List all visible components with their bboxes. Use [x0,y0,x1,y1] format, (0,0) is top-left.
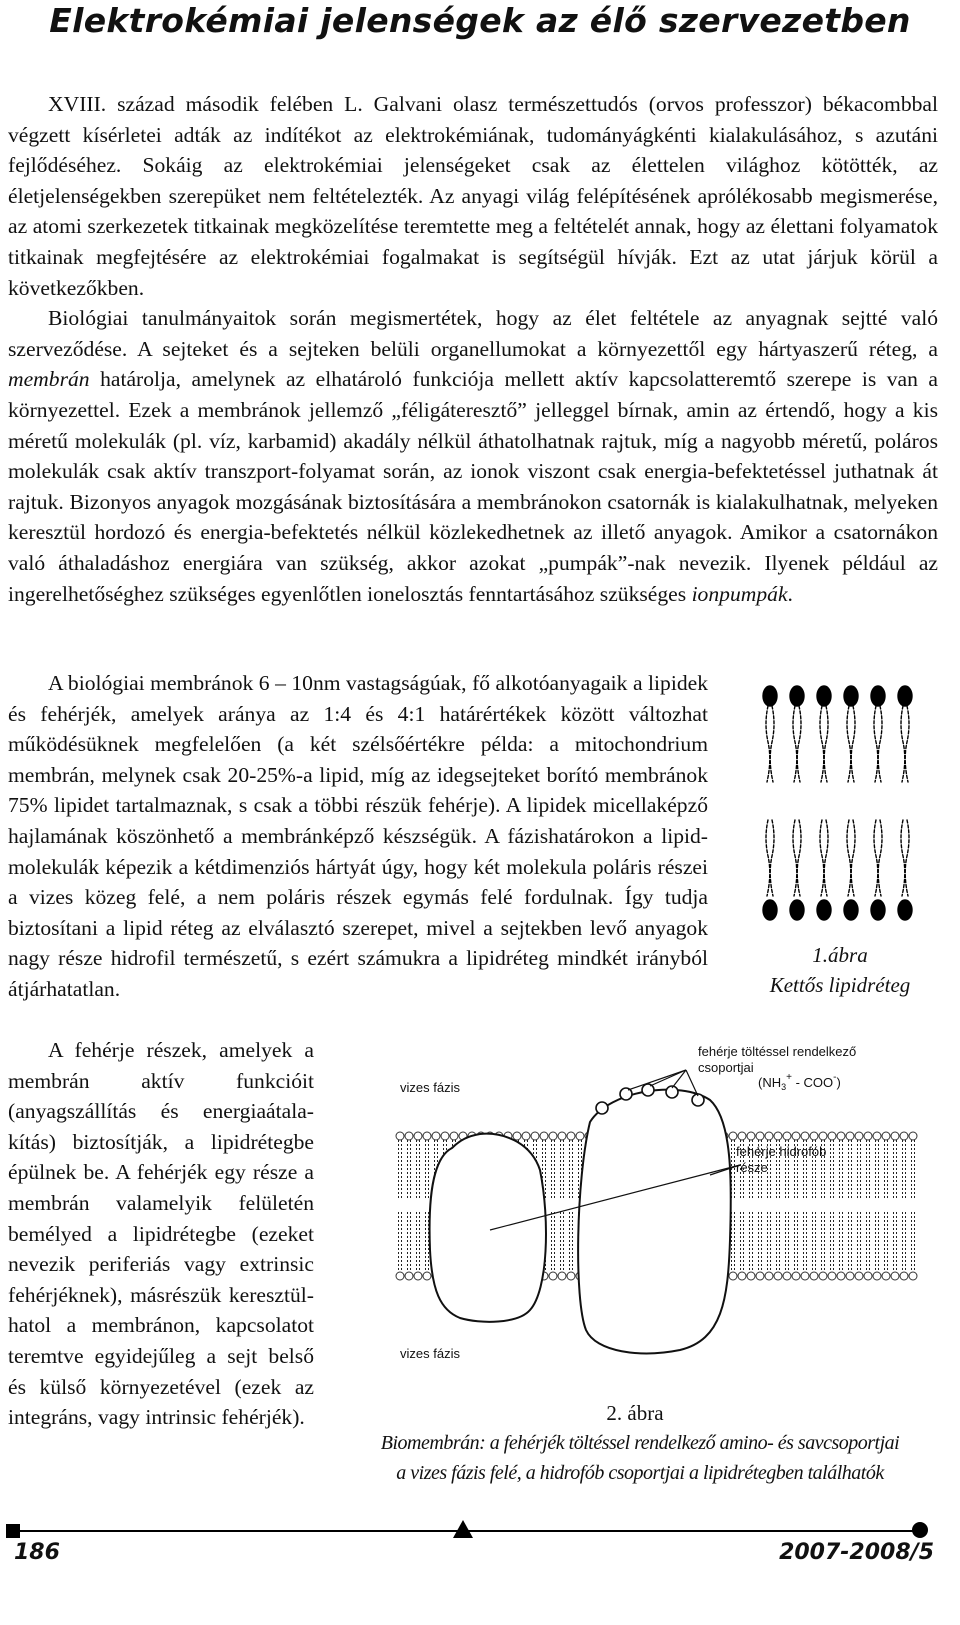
footer-dot-marker [912,1522,928,1538]
membrane-lipid-head [837,1132,845,1140]
membrane-lipid-head [432,1132,440,1140]
membrane-lipid-head [747,1132,755,1140]
membrane-lipid-head [819,1132,827,1140]
membrane-lipid-head [423,1272,431,1280]
water-phase-bottom-label: vizes fázis [400,1346,460,1361]
page-number: 186 [14,1540,60,1565]
membrane-lipid-head [549,1272,557,1280]
membrane-lipid-head [414,1132,422,1140]
membrane-lipid-head [873,1132,881,1140]
membrane-lipid-head [882,1272,890,1280]
membrane-lipid-head [864,1272,872,1280]
lipid-tail [824,706,828,782]
lipid-tail [851,820,855,896]
membrane-lipid-head [792,1272,800,1280]
lipid-tail [874,820,878,896]
membrane-lipid-head [405,1132,413,1140]
text-run: határolja, amelynek az elhatároló funkciója mellett aktív kapcsolatteremtő szerepe is van a környezettel. Ezek a membránok jellemző „féligáteresztő” jelleggel bírnak, amin az értendő, hogy a kis méretű molekulák (pl. víz, karbamid) akadály nélkül áthatolhatnak rajtuk, míg a nagyobb méretű, poláros molekulák csak aktív transzport-folyamat során, az ionok viszont csak energia-befektetéssel juthatnak át rajtuk. Bizonyos anyagok mozgásának biztosítására a membránokon csatornák is kialakulhatnak, melyeken keresztül hordozó és energia-befektetés nélkül közlekedhetnek az illető anyagok. Amikor a csatornákon való áthaladáshoz energiára van szükség, akkor azokat „pumpák”-nak nevezik. Ilyenek például az ingerelhetőséghez szükséges egyenlőtlen ionelosztás fenntartásához szükséges [8,367,938,606]
lipid-tail [770,820,774,896]
membrane-lipid-head [909,1272,917,1280]
membrane-lipid-head [783,1272,791,1280]
membrane-lipid-head [396,1132,404,1140]
paragraph-proteins: A fehérje részek, amelyek a membrán aktív funkcióit (anyagszállítás és energiaátalakítás) biztosítják, a lipidrétegbe épülnek be. A fehérjék egy része a membrán valamelyik felületén bemélyed a lipidrétegbe (ezeket nevezik periferiás vagy extrinsic fehérjéknek), másrészük keresztülhatol a membránon, kapcsolatot teremtve egyidejűleg a sejt belső és külső környezetével (ezek az integráns, vagy intrinsic fehérjék). [8,1038,314,1430]
membrane-lipid-head [540,1132,548,1140]
lipid-head [790,900,804,920]
lipid-tail [851,706,855,782]
membrane-lipid-head [801,1272,809,1280]
lipid-tail [905,820,909,896]
text-run: . [787,581,793,606]
lipid-tail [820,820,824,896]
hydrophobic-label-1: fehérje hidrofób [736,1144,827,1159]
integral-protein [578,1090,731,1354]
lipid-tail [824,820,828,896]
figure2-caption [330,1428,950,1488]
lipid-tail [793,706,797,782]
membrane-lipid-head [765,1132,773,1140]
membrane-lipid-head [756,1132,764,1140]
lipid-tail [793,820,797,896]
membrane-lipid-head [423,1132,431,1140]
italic-term: membrán [8,367,90,392]
paragraph-lipids: A biológiai membránok 6 – 10nm vastagságúak, fő alkotóanyagaik a lipidek és fehérjék, amelyek aránya az 1:4 és 4:1 határértékek között változhat működésüknek megfelelően (a két szélsőértékre példa: a mitochondrium membrán, melynek csak 20-25%-a lipid, míg az idegsejteket borító membránok 75% lipidet tartalmaznak, s csak a többi részük fehérje). A lipidek micellaképző hajlamának köszönhető a membránképző készségük. A fázishatárokon a lipidmolekulák képezik a kétdimenziós hártyát úgy, hogy két molekula poláris részei a vizes közeg felé, a nem poláris részek egymás felé fordulnak. Így tudja biztosítani a lipid réteg az elválasztó szerepet, mivel a sejtekben levő anyagok nagy része hidrofil természetű, s ezért számukra a lipidréteg mindkét irányból átjárhatatlan. [8,671,708,1001]
lipid-tail [901,706,905,782]
charged-groups-formula: $(NH_3^+ - COO^-)$ [758,1072,841,1092]
water-phase-top-label: vizes fázis [400,1080,460,1095]
lipid-tail [905,706,909,782]
charged-groups-label-2: csoportjai [698,1060,754,1075]
figure1-number: 1.ábra [812,943,868,967]
membrane-lipid-head [558,1132,566,1140]
lipid-head [871,900,885,920]
membrane-lipid-head [738,1132,746,1140]
membrane-lipid-head [729,1272,737,1280]
figure2-caption-line1: Biomembrán: a fehérjék töltéssel rendelkező amino- és savcsoportjai [380,1432,900,1454]
membrane-lipid-head [450,1132,458,1140]
membrane-lipid-head [558,1272,566,1280]
membrane-lipid-head [405,1272,413,1280]
lipid-tail [820,706,824,782]
membrane-lipid-head [549,1132,557,1140]
figure1-title: Kettős lipidréteg [769,973,911,997]
lipid-head [898,686,912,706]
lipid-head [844,900,858,920]
lipid-head [898,900,912,920]
lipid-head [817,900,831,920]
membrane-lipid-head [738,1272,746,1280]
membrane-lipid-head [891,1272,899,1280]
membrane-lipid-head [810,1272,818,1280]
figure1-caption [735,940,945,1000]
membrane-lipid-head [819,1272,827,1280]
membrane-lipid-head [747,1272,755,1280]
membrane-lipid-head [900,1132,908,1140]
lipid-head [817,686,831,706]
membrane-lipid-head [531,1132,539,1140]
membrane-lipid-head [441,1132,449,1140]
lipid-tail [766,820,770,896]
membrane-lipid-head [576,1132,584,1140]
lipid-tail [874,706,878,782]
lipid-tail [847,820,851,896]
page-title: Elektrokémiai jelenségek az élő szervezetben [49,1,911,40]
membrane-lipid-head [828,1132,836,1140]
membrane-lipid-head [837,1272,845,1280]
lipid-tail [901,820,905,896]
membrane-lipid-head [567,1132,575,1140]
membrane-lipid-head [810,1132,818,1140]
membrane-lipid-head [567,1272,575,1280]
membrane-lipid-head [855,1272,863,1280]
membrane-lipid-head [828,1272,836,1280]
footer-triangle-marker [453,1520,473,1538]
membrane-lipid-head [801,1132,809,1140]
figure2-caption-line2: a vizes fázis felé, a hidrofób csoportjai a lipidrétegben találhatók [396,1462,884,1484]
lipid-tail [878,706,882,782]
membrane-lipid-head [873,1272,881,1280]
intro-text-block [8,89,938,609]
membrane-lipid-head [774,1132,782,1140]
lipid-tail [878,820,882,896]
membrane-lipid-head [855,1132,863,1140]
membrane-lipid-head [882,1132,890,1140]
lipid-head [790,686,804,706]
lipid-head [763,686,777,706]
lipid-head [763,900,777,920]
peripheral-protein [430,1134,546,1322]
figure2-number: 2. ábra [606,1401,664,1425]
issue-number: 2007-2008/5 [779,1540,934,1565]
membrane-lipid-head [900,1272,908,1280]
lipid-text-block [8,668,708,1005]
membrane-lipid-head [756,1272,764,1280]
hydrophobic-label-2: része [736,1160,768,1175]
membrane-lipid-head [792,1132,800,1140]
membrane-lipid-head [765,1272,773,1280]
membrane-lipid-head [774,1272,782,1280]
paragraph-galvani [8,89,938,303]
lipid-tail [797,820,801,896]
protein-text-block [8,1035,314,1433]
charged-groups-label-1: fehérje töltéssel rendelkező [698,1044,857,1059]
membrane-lipid-head [909,1132,917,1140]
footer-square-marker [6,1524,20,1538]
membrane-lipid-head [396,1272,404,1280]
lipid-tail [797,706,801,782]
lipid-head [844,686,858,706]
lipid-tail [766,706,770,782]
membrane-lipid-head [783,1132,791,1140]
membrane-lipid-head [414,1272,422,1280]
lipid-bilayer-figure [738,684,938,934]
membrane-lipid-head [513,1132,521,1140]
lipid-head [871,686,885,706]
membrane-lipid-head [522,1132,530,1140]
membrane-lipid-head [891,1132,899,1140]
lipid-tail [847,706,851,782]
membrane-lipid-head [846,1272,854,1280]
membrane-lipid-head [864,1132,872,1140]
text-run: Biológiai tanulmányaitok során megismertétek, hogy az élet feltétele az anyagnak sejtté való szerveződése. A sejteket és a sejteken belüli organellumokat a környezettől egy hártyaszerű réteg, a [8,306,938,361]
text-run: XVIII. század második felében L. Galvani olasz természettudós (orvos professzor) békacombbal végzett kísérletei adták az indítékot az elektrokémiának, tudományágkénti kialakulásához, s azutáni fejlődéséhez. Sokáig az elektrokémiai jelenségeket csak az élettelen világhoz kötötték, az életjelenségekben szerepüket nem feltételezték. Az anyagi világ felépítésének aprólékosabb megismerése, az atomi szerkezetek titkainak megközelítése teremtette meg a feltételét annak, hogy az élettani folyamatok titkainak megfejtésére az elektrokémiai fogalmakat is segítségül hívják. Ezt az utat járjuk körül a következőkben. [8,92,938,300]
membrane-lipid-head [846,1132,854,1140]
membrane-lipid-head [729,1132,737,1140]
italic-term: ionpumpák [691,581,788,606]
biomembrane-figure [380,1040,940,1370]
paragraph-membrane [8,303,938,609]
lipid-tail [770,706,774,782]
